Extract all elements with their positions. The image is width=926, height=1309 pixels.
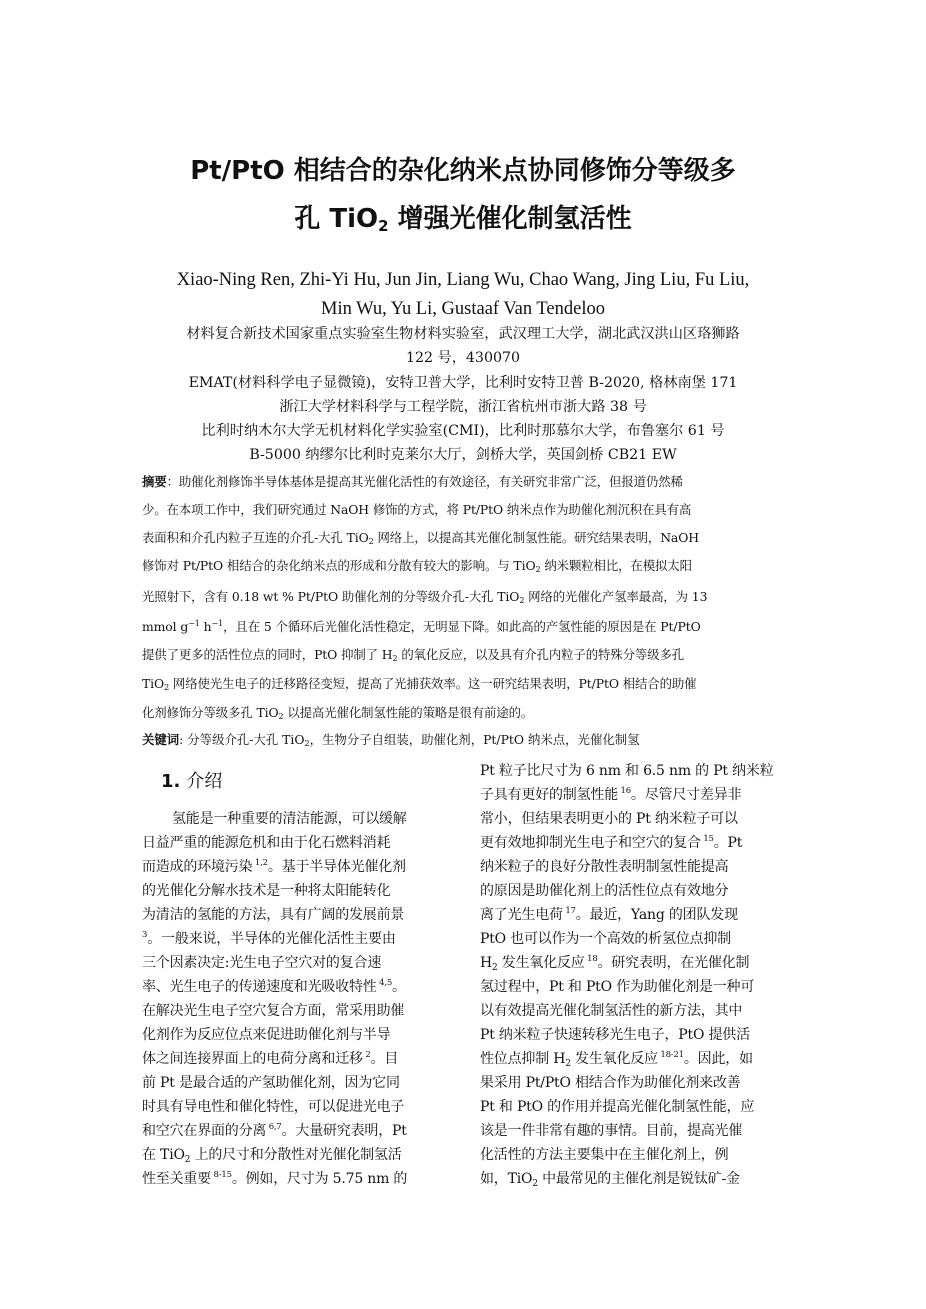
- subscript: 2: [278, 712, 284, 721]
- section-number: 1.: [161, 771, 181, 792]
- body-text: 性至关重要: [142, 1171, 211, 1187]
- abstract-text: TiO: [142, 676, 165, 691]
- abstract-text: 提供了更多的活性位点的同时，PtO 抑制了 H: [142, 647, 393, 662]
- body-text: 在 TiO: [142, 1147, 185, 1163]
- body-text: 和空穴在界面的分离: [142, 1123, 267, 1139]
- body-line: [142, 1048, 448, 1068]
- abstract-line: [142, 674, 787, 692]
- subscript: 2: [532, 1179, 538, 1189]
- body-text: 日益严重的能源危机和由于化石燃料消耗: [142, 835, 391, 851]
- body-line: [142, 808, 478, 828]
- body-line: [142, 1072, 448, 1092]
- paper-title-line-1: [0, 150, 926, 187]
- body-line: [142, 1024, 448, 1044]
- affiliation: 122 号，430070: [405, 350, 521, 366]
- body-line: [480, 904, 788, 924]
- body-text: 。基于半导体光催化剂: [267, 859, 406, 875]
- body-text: 而造成的环境污染: [142, 859, 253, 875]
- subscript: 2: [392, 654, 398, 663]
- body-text: 。目: [370, 1051, 399, 1067]
- subscript: 2: [565, 1059, 571, 1069]
- body-text: 的原因是助催化剂上的活性位点有效地分: [480, 883, 729, 899]
- abstract-line: [142, 645, 787, 663]
- body-text: 性位点抑制 H: [480, 1051, 566, 1067]
- abstract-text: 化剂修饰分等级多孔 TiO: [142, 705, 279, 720]
- body-line: [480, 760, 788, 780]
- keywords-text: ，生物分子自组装，助催化剂，Pt/PtO 纳米点，光催化制氢: [309, 732, 640, 747]
- body-text: 。: [392, 979, 406, 995]
- authors-line: Xiao-Ning Ren, Zhi-Yi Hu, Jun Jin, Liang Wu, Chao Wang, Jing Liu, Fu Liu,: [176, 270, 750, 290]
- body-line: [480, 1120, 788, 1140]
- body-line: [142, 952, 448, 972]
- abstract-label: 摘要: [142, 474, 167, 489]
- body-line: [480, 1168, 788, 1188]
- body-text: 三个因素决定:光生电子空穴对的复合速: [142, 955, 382, 971]
- subscript: 2: [492, 963, 498, 973]
- citation: 8-15: [211, 1170, 232, 1180]
- body-line: [480, 1000, 788, 1020]
- body-text: 发生氧化反应: [497, 955, 585, 971]
- citation: 18-21: [657, 1050, 684, 1060]
- body-line: [480, 1024, 788, 1044]
- body-line: [480, 928, 788, 948]
- body-line: [142, 928, 448, 948]
- abstract-text: 网络上，以提高其光催化制氢性能。研究结果表明，NaOH: [373, 530, 699, 545]
- abstract-text: 光照射下，含有 0.18 wt % Pt/PtO 助催化剂的分等级介孔-大孔 TiO: [142, 589, 520, 604]
- body-text: Pt 和 PtO 的作用并提高光催化制氢性能，应: [480, 1099, 755, 1115]
- body-text: 率、光生电子的传递速度和光吸收特性: [142, 979, 377, 995]
- body-line: [142, 1120, 448, 1140]
- body-line: [142, 1096, 448, 1116]
- body-text: 在解决光生电子空穴复合方面，常采用助催: [142, 1003, 405, 1019]
- body-line: [142, 1000, 448, 1020]
- keywords-label: 关键词: [142, 732, 180, 747]
- abstract-line: [142, 528, 787, 546]
- body-text: 常小，但结果表明更小的 Pt 纳米粒子可以: [480, 811, 738, 827]
- abstract-text: ，且在 5 个循环后光催化活性稳定，无明显下降。如此高的产氢性能的原因是在 Pt/PtO: [223, 619, 701, 634]
- body-text: 体之间连接界面上的电荷分离和迁移: [142, 1051, 363, 1067]
- body-text: 更有效地抑制光生电子和空穴的复合: [480, 835, 701, 851]
- abstract-text: h: [199, 619, 212, 634]
- abstract-line: [142, 587, 787, 605]
- body-text: 化活性的方法主要集中在主催化剂上，例: [480, 1147, 729, 1163]
- citation: 1,2: [252, 858, 268, 868]
- abstract-text: mmol g: [142, 619, 189, 634]
- superscript: −1: [188, 619, 200, 628]
- abstract-line: [142, 617, 787, 635]
- body-text: 。研究表明，在光催化制: [597, 955, 750, 971]
- title-text: 增强光催化制氢活性: [388, 204, 632, 234]
- body-line: [480, 952, 788, 972]
- body-text: 。因此，如: [683, 1051, 753, 1067]
- title-subscript: 2: [378, 217, 389, 235]
- body-text: 。最近，Yang 的团队发现: [575, 907, 738, 923]
- paper-title-line-2: [0, 198, 926, 235]
- body-text: Pt 纳米粒子快速转移光生电子，PtO 提供活: [480, 1027, 750, 1043]
- section-title: 介绍: [186, 771, 223, 792]
- body-text: H: [480, 955, 493, 971]
- subscript: 2: [368, 537, 374, 546]
- body-text: PtO 也可以作为一个高效的析氢位点抑制: [480, 931, 731, 947]
- citation: 16: [618, 786, 631, 796]
- body-line: [480, 808, 788, 828]
- abstract-text: 的氧化反应，以及具有介孔内粒子的特殊分等级多孔: [397, 647, 685, 662]
- body-text: 化剂作为反应位点来促进助催化剂与半导: [142, 1027, 391, 1043]
- abstract-text: 纳米颗粒相比，在模拟太阳: [540, 558, 692, 573]
- affiliation: B-5000 纳缪尔比利时克莱尔大厅，剑桥大学，英国剑桥 CB21 EW: [249, 447, 677, 463]
- abstract-text: ：助催化剂修饰半导体基体是提高其光催化活性的有效途径，有关研究非常广泛，但报道仍然稀: [166, 474, 683, 489]
- subscript: 2: [184, 1155, 191, 1165]
- abstract-text: 网络使光生电子的迁移路径变短，提高了光捕获效率。这一研究结果表明，Pt/PtO 相结合的助催: [169, 676, 697, 691]
- body-text: Pt 粒子比尺寸为 6 nm 和 6.5 nm 的 Pt 纳米粒: [480, 763, 774, 779]
- body-text: 。Pt: [713, 835, 743, 851]
- body-line: [480, 1048, 788, 1068]
- authors-line: Min Wu, Yu Li, Gustaaf Van Tendeloo: [321, 299, 605, 319]
- abstract-text: 修饰对 Pt/PtO 相结合的杂化纳米点的形成和分散有较大的影响。与 TiO: [142, 558, 536, 573]
- citation: 3: [142, 930, 148, 940]
- body-line: [480, 880, 788, 900]
- body-text: 氢能是一种重要的清洁能源，可以缓解: [172, 811, 407, 827]
- keywords: [142, 730, 787, 748]
- body-line: [480, 856, 788, 876]
- subscript: 2: [535, 565, 541, 574]
- body-line: [480, 1072, 788, 1092]
- body-text: 。尽管尺寸差异非: [630, 787, 742, 803]
- citation: 17: [562, 906, 576, 916]
- body-text: 果采用 Pt/PtO 相结合作为助催化剂来改善: [480, 1075, 741, 1091]
- body-line: [480, 1144, 788, 1164]
- body-text: 时具有导电性和催化特性，可以促进光电子: [142, 1099, 405, 1115]
- abstract-text: 以提高光催化制氢性能的策略是很有前途的。: [283, 705, 534, 720]
- subscript: 2: [519, 596, 525, 605]
- title-text: Pt/PtO 相结合的杂化纳米点协同修饰分等级多: [190, 156, 736, 186]
- body-line: [480, 1096, 788, 1116]
- body-line: [142, 880, 448, 900]
- body-text: 子具有更好的制氢性能: [480, 787, 618, 803]
- body-line: [480, 976, 788, 996]
- body-text: 中最常见的主催化剂是锐钛矿-金: [537, 1171, 740, 1187]
- subscript: 2: [164, 683, 170, 692]
- body-text: 的光催化分解水技术是一种将太阳能转化: [142, 883, 391, 899]
- body-text: 离了光生电荷: [480, 907, 563, 923]
- affiliation: 浙江大学材料科学与工程学院，浙江省杭州市浙大路 38 号: [279, 399, 647, 415]
- affiliation: 材料复合新技术国家重点实验室生物材料实验室，武汉理工大学，湖北武汉洪山区珞狮路: [186, 326, 740, 342]
- title-text: 孔 TiO: [294, 204, 379, 234]
- body-text: 氢过程中，Pt 和 PtO 作为助催化剂是一种可: [480, 979, 755, 995]
- body-text: 为清洁的氢能的方法，具有广阔的发展前景: [142, 907, 405, 923]
- body-text: 前 Pt 是最合适的产氢助催化剂，因为它同: [142, 1075, 400, 1091]
- body-text: 以有效提高光催化制氢活性的新方法，其中: [480, 1003, 743, 1019]
- affiliation: 比利时纳木尔大学无机材料化学实验室(CMI)，比利时那慕尔大学，布鲁塞尔 61 号: [201, 423, 725, 439]
- citation: 18: [584, 954, 598, 964]
- abstract-text: 表面积和介孔内粒子互连的介孔-大孔 TiO: [142, 530, 369, 545]
- body-line: [480, 832, 788, 852]
- body-text: 。大量研究表明，Pt: [281, 1123, 407, 1139]
- abstract-text: 网络的光催化产氢率最高，为 13: [524, 589, 708, 604]
- citation: 4,5: [376, 978, 393, 988]
- body-text: 。一般来说，半导体的光催化活性主要由: [147, 931, 396, 947]
- body-line: [142, 832, 448, 852]
- abstract-line: [142, 556, 787, 574]
- body-line: [142, 856, 448, 876]
- section-heading: [161, 767, 222, 793]
- body-line: [142, 1144, 448, 1164]
- body-text: 如，TiO: [480, 1171, 533, 1187]
- citation: 15: [700, 834, 714, 844]
- citation: 2: [362, 1050, 371, 1060]
- abstract-line: [142, 472, 787, 490]
- body-text: 发生氧化反应: [570, 1051, 658, 1067]
- abstract-line: [142, 703, 787, 721]
- superscript: −1: [211, 619, 224, 628]
- body-text: 。例如，尺寸为 5.75 nm 的: [231, 1171, 408, 1187]
- body-text: 上的尺寸和分散性对光催化制氢活: [190, 1147, 402, 1163]
- abstract-line: [142, 500, 787, 518]
- body-line: [142, 1168, 448, 1188]
- affiliation: EMAT(材料科学电子显微镜)，安特卫普大学，比利时安特卫普 B-2020, 格林南堡 171: [188, 375, 738, 391]
- author-list: [60, 266, 866, 324]
- abstract-text: 少。在本项工作中，我们研究通过 NaOH 修饰的方式，将 Pt/PtO 纳米点作为助催化剂沉积在具有高: [142, 502, 692, 517]
- subscript: 2: [304, 739, 310, 748]
- body-text: 纳米粒子的良好分散性表明制氢性能提高: [480, 859, 729, 875]
- body-line: [142, 976, 448, 996]
- keywords-text: : 分等级介孔-大孔 TiO: [179, 732, 305, 747]
- citation: 6,7: [266, 1122, 282, 1132]
- body-line: [480, 784, 788, 804]
- body-text: 该是一件非常有趣的事情。目前，提高光催: [480, 1123, 743, 1139]
- body-line: [142, 904, 448, 924]
